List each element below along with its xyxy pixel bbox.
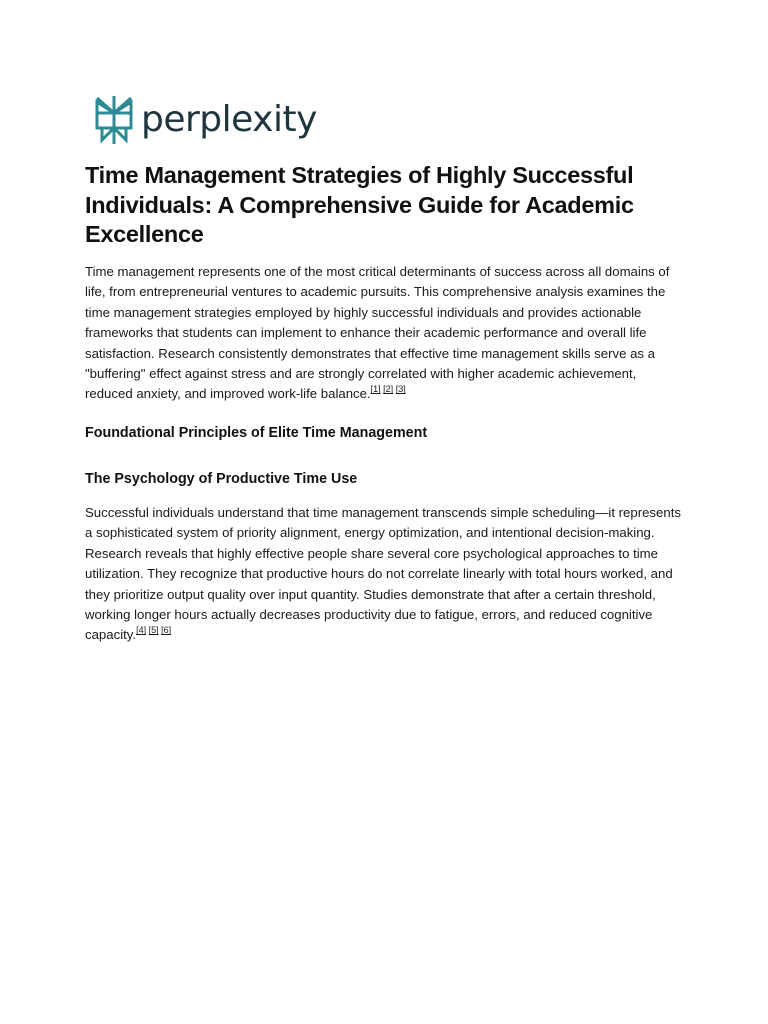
perplexity-logo: [94, 94, 317, 146]
citation-link[interactable]: [3]: [395, 384, 406, 395]
intro-paragraph: [85, 262, 685, 405]
body-paragraph: [85, 503, 685, 646]
document-title: Time Management Strategies of Highly Successful Individuals: A Comprehensive Guide for Academic Excellence: [85, 162, 634, 247]
citation-link[interactable]: [6]: [161, 625, 172, 636]
citation-link[interactable]: [1]: [370, 384, 381, 395]
perplexity-logo-icon: [94, 94, 134, 146]
body-paragraph-text: Successful individuals understand that time management transcends simple scheduling—it represents a sophisticated system of priority alignment, energy optimization, and intentional decision-making. Research reveals that highly effective people share several core psychological approaches to time utilization. They recognize that productive hours do not correlate linearly with total hours worked, and they prioritize output quality over input quantity. Studies demonstrate that after a certain threshold, working longer hours actually decreases productivity due to fatigue, errors, and reduced cognitive capacity.: [85, 505, 681, 643]
brand-name: perplexity: [141, 99, 317, 140]
section-heading: Foundational Principles of Elite Time Management: [85, 425, 428, 441]
citation-link[interactable]: [5]: [148, 625, 159, 636]
intro-citations: [371, 384, 406, 394]
citation-link[interactable]: [2]: [383, 384, 394, 395]
subsection-heading: The Psychology of Productive Time Use: [85, 471, 358, 487]
citation-link[interactable]: [4]: [136, 625, 147, 636]
intro-text: Time management represents one of the most critical determinants of success across all domains of life, from entrepreneurial ventures to academic pursuits. This comprehensive analysis examines the time management strategies employed by highly successful individuals and provides actionable frameworks that students can implement to enhance their academic performance and overall life satisfaction. Research consistently demonstrates that effective time management skills serve as a "buffering" effect against stress and are strongly correlated with higher academic achievement, reduced anxiety, and improved work-life balance.: [85, 264, 670, 402]
body-citations: [136, 625, 171, 635]
